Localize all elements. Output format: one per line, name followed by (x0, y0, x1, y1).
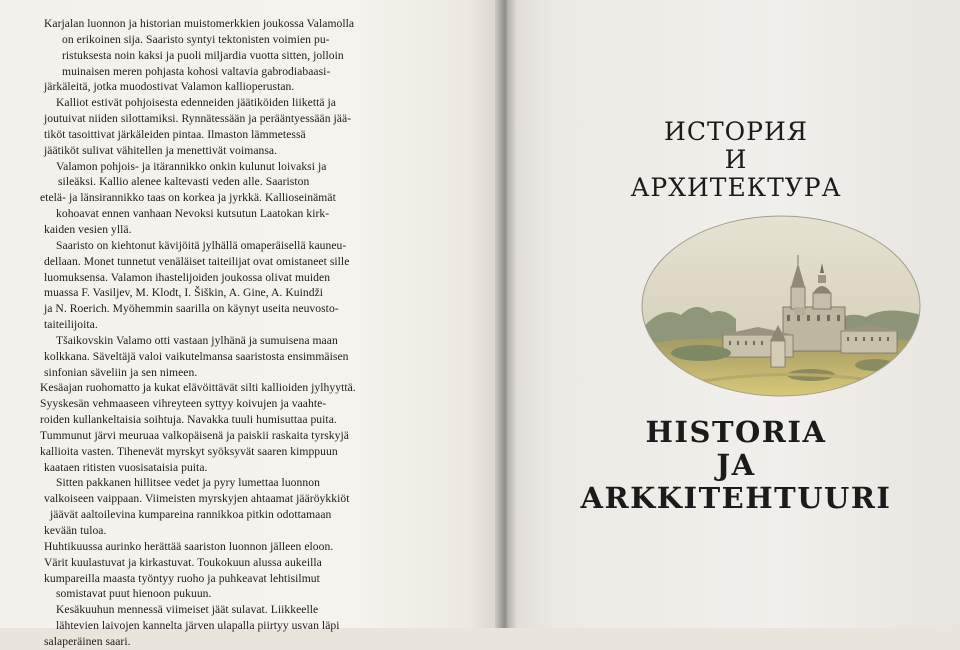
text-line: joutuivat niiden silottamiksi. Rynnätessään ja perääntyessään jää- (44, 112, 352, 126)
text-line: kallioita vasten. Tihenevät myrskyt syöksyvät saaren kimppuun (40, 444, 338, 458)
russian-title-line-1: ИСТОРИЯ (664, 117, 808, 146)
finnish-title-line-3: ARKKITEHTUURI (580, 481, 892, 515)
text-line: kevään tuloa. (44, 524, 107, 537)
text-line: taiteilijoita. (44, 318, 98, 332)
text-line: Sitten pakkanen hillitsee vedet ja pyry lumettaa luonnon (56, 476, 320, 490)
text-line: Värit kuulastuvat ja kirkastuvat. Toukokuun alussa aukeilla (44, 555, 322, 569)
body-text (40, 16, 398, 650)
text-line: Saaristo on kiehtonut kävijöitä jylhällä omaperäisellä kauneu- (56, 238, 347, 252)
text-line: somistavat puut hienoon pukuun. (56, 587, 212, 601)
monastery-illustration (641, 215, 921, 397)
text-line: sinfonian säveliin ja sen nimeen. (44, 365, 198, 379)
finnish-title-line-1: HISTORIA (645, 415, 827, 449)
text-line: lähtevien laivojen kannelta järven ulapalla piirtyy usvan läpi (56, 619, 340, 633)
text-line: tiköt tasoittivat järkäleiden pintaa. Ilmaston lämmetessä (44, 127, 306, 141)
text-line: jäätiköt sulivat vähitellen ja menettivät voimansa. (44, 143, 278, 157)
text-line: Kalliot estivät pohjoisesta edenneiden jäätiköiden liikettä ja (56, 96, 336, 110)
book-gutter (495, 0, 517, 628)
finnish-title-line-2: JA (716, 448, 756, 482)
text-line: Syyskesän vehmaaseen vihreyteen syttyy koivujen ja vaahte- (40, 397, 327, 411)
text-line: salaperäinen saari. (44, 634, 131, 648)
text-line: kumpareilla maasta työntyy ruoho ja puhkeavat lehtisilmut (44, 571, 320, 585)
text-line: Tšaikovskin Valamo otti vastaan jylhänä ja sumuisena maan (56, 333, 338, 347)
text-line: kohoavat ennen vanhaan Nevoksi kutsutun Laatokan kirk- (56, 207, 330, 221)
text-line: ristuksesta noin kaksi ja puoli miljardia vuotta sitten, jolloin (62, 48, 344, 62)
text-line: dellaan. Monet tunnetut venäläiset taiteilijat ovat omistaneet sille (44, 254, 350, 268)
text-line: muinaisen meren pohjasta kohosi valtavia gabrodiabaasi- (62, 64, 331, 78)
text-line: sileäksi. Kallio alenee kaltevasti veden alle. Saariston (58, 175, 310, 189)
text-line: jäävät aaltoilevina kumpareina rannikkoa pitkin odottamaan (50, 508, 332, 522)
text-line: roiden kullankeltaisia soihtuja. Navakka tuuli humisuttaa puita. (40, 413, 337, 427)
text-line: luomuksensa. Valamon ihastelijoiden joukossa olivat muiden (44, 270, 331, 284)
text-line: Valamon pohjois- ja itärannikko onkin kulunut loivaksi ja (56, 159, 327, 173)
text-line: Kesäkuuhun mennessä viimeiset jäät sulavat. Liikkeelle (56, 603, 319, 617)
russian-title-line-3: АРХИТЕКТУРА (630, 173, 842, 202)
text-line: kaiden vesien yllä. (44, 222, 132, 236)
russian-title-line-2: И (724, 145, 748, 174)
text-line: on erikoinen sija. Saaristo syntyi tektonisten voimien pu- (62, 32, 330, 46)
text-line: kaataen ritisten vuosisataisia puita. (44, 460, 208, 474)
text-line: valkoiseen vaippaan. Viimeisten myrskyjen ahtaamat jääröykkiöt (44, 492, 350, 506)
text-line: Kesäajan ruohomatto ja kukat elävöittävät silti kallioiden jylhyyttä. (40, 381, 356, 395)
text-line: järkäleitä, jotka muodostivat Valamon kallioperustan. (44, 80, 295, 94)
text-line: Tummunut järvi meuruaa valkopäisenä ja paiskii raskaita tyrskyjä (40, 428, 349, 442)
text-line: ja N. Roerich. Myöhemmin saarilla on käynyt useita neuvosto- (44, 302, 339, 316)
text-line: Huhtikuussa aurinko herättää saariston luonnon jälleen eloon. (44, 539, 334, 553)
text-line: muassa F. Vasiljev, M. Klodt, I. Šiškin, A. Gine, A. Kuindži (44, 286, 324, 300)
text-line: etelä- ja länsirannikko taas on korkea ja jyrkkä. Kallioseinämät (40, 191, 336, 205)
text-line: kolkkana. Säveltäjä valoi vaikutelmansa saaristosta ensimmäisen (44, 349, 349, 363)
text-line: Karjalan luonnon ja historian muistomerkkien joukossa Valamolla (44, 17, 355, 30)
